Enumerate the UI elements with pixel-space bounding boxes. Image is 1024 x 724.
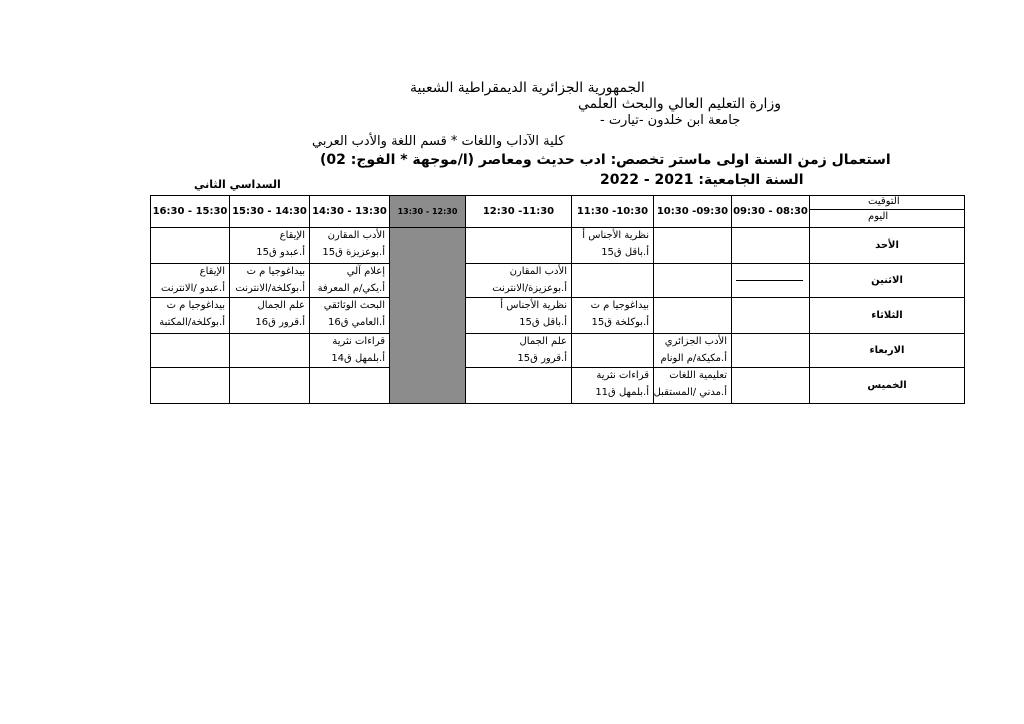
- day-label: الثلاثاء: [810, 298, 965, 334]
- course-name: علم الجمال: [519, 336, 567, 347]
- schedule-cell: [230, 298, 310, 334]
- course-detail: [230, 336, 309, 342]
- slot-header: 10:30- 11:30: [572, 196, 654, 228]
- course-detail: [230, 370, 309, 376]
- schedule-cell: [310, 264, 390, 298]
- course-name: الإيقاع: [279, 230, 305, 241]
- day-label: الأحد: [810, 228, 965, 264]
- table-row: [151, 298, 965, 334]
- course-name: الأدب المقارن: [327, 230, 385, 241]
- course-detail: [572, 336, 653, 342]
- slot-header: 14:30 - 15:30: [230, 196, 310, 228]
- table-row: [151, 228, 965, 264]
- schedule-cell: [572, 334, 654, 368]
- course-detail: أ.قرور ق16: [255, 317, 305, 328]
- schedule-title: استعمال زمن السنة اولى ماستر تخصص: ادب حديث ومعاصر (ا/موجهة * الفوج: 02): [320, 152, 891, 168]
- course-detail: أ.بوكلخة/الانترنت: [235, 283, 305, 294]
- course-detail: أ.باقل ق15: [519, 317, 567, 328]
- course-name: بيداغوجيا م ت: [166, 300, 225, 311]
- course-name: الإيقاع: [199, 266, 225, 277]
- header-ministry: وزارة التعليم العالي والبحث العلمي: [578, 96, 781, 112]
- table-row: [151, 368, 965, 404]
- day-label: الاثنين: [810, 264, 965, 298]
- schedule-cell: [466, 368, 572, 404]
- schedule-cell: [732, 368, 810, 404]
- schedule-cell: [230, 368, 310, 404]
- header-faculty: كلية الآداب واللغات * قسم اللغة والأدب العربي: [312, 134, 565, 149]
- schedule-cell: [466, 264, 572, 298]
- course-name: نظرية الأجناس أ: [500, 300, 567, 311]
- schedule-cell: [151, 228, 230, 264]
- slot-header: 08:30 - 09:30: [732, 196, 810, 228]
- table-row: [151, 334, 965, 368]
- course-detail: أ.عبدو ق15: [256, 247, 305, 258]
- course-detail: أ.باقل ق15: [601, 247, 649, 258]
- schedule-cell: [310, 298, 390, 334]
- day-label: الخميس: [810, 368, 965, 404]
- schedule-cell: [732, 264, 810, 298]
- course-detail: [654, 300, 731, 306]
- course-name: بيداغوجيا م ت: [590, 300, 649, 311]
- course-detail: [466, 370, 571, 376]
- course-detail: أ.بوكلخة/المكتبة: [159, 317, 225, 328]
- academic-year: السنة الجامعية: 2021 - 2022: [600, 172, 804, 188]
- schedule-cell: [572, 228, 654, 264]
- schedule-cell: [654, 228, 732, 264]
- course-name: قراءات نثرية: [332, 336, 385, 347]
- schedule-cell: [732, 298, 810, 334]
- slot-header: 09:30- 10:30: [654, 196, 732, 228]
- course-name: الأدب الجزائري: [664, 336, 727, 347]
- course-detail: [572, 266, 653, 272]
- course-name: نظرية الأجناس أ: [582, 230, 649, 241]
- schedule-cell: [151, 334, 230, 368]
- table-row: [151, 264, 965, 298]
- schedule-cell: [654, 264, 732, 298]
- slot-header: 11:30- 12:30: [466, 196, 572, 228]
- break-column: [390, 228, 466, 404]
- slot-header: 13:30 - 14:30: [310, 196, 390, 228]
- course-detail: [732, 336, 809, 342]
- course-detail: [151, 336, 229, 342]
- schedule-cell: [310, 368, 390, 404]
- schedule-cell: [572, 298, 654, 334]
- course-detail: [151, 230, 229, 236]
- schedule-cell: [654, 334, 732, 368]
- course-detail: [654, 230, 731, 236]
- schedule-cell: [151, 298, 230, 334]
- semester-label: السداسي الثاني: [194, 178, 281, 191]
- course-detail: [654, 266, 731, 272]
- header-republic: الجمهورية الجزائرية الديمقراطية الشعبية: [410, 80, 645, 96]
- schedule-cell: [151, 368, 230, 404]
- timetable: [150, 195, 965, 404]
- corner-divider: [810, 209, 964, 210]
- course-detail: [466, 230, 571, 236]
- header-university: جامعة ابن خلدون -تيارت -: [600, 113, 741, 128]
- schedule-cell: [654, 368, 732, 404]
- timetable-header-row: [151, 196, 965, 228]
- course-name: إعلام آلي: [346, 266, 385, 277]
- slot-header-break: 12:30 - 13:30: [390, 196, 466, 228]
- corner-cell: [810, 196, 965, 228]
- course-detail: أ.قرور ق15: [517, 353, 567, 364]
- schedule-cell: [466, 298, 572, 334]
- schedule-cell: [572, 264, 654, 298]
- course-detail: أ.يكي/م المعرفة: [317, 283, 385, 294]
- schedule-cell: [654, 298, 732, 334]
- course-name: علم الجمال: [257, 300, 305, 311]
- schedule-cell: [732, 228, 810, 264]
- course-detail: [732, 300, 809, 306]
- course-detail: أ.بلمهل ق11: [595, 387, 649, 398]
- course-name: تعليمية اللغات: [669, 370, 727, 381]
- course-detail: أ.بلمهل ق14: [331, 353, 385, 364]
- schedule-cell: [310, 334, 390, 368]
- course-detail: [151, 370, 229, 376]
- course-detail: أ.مدني /المستقبل: [653, 387, 727, 398]
- corner-day-label: اليوم: [868, 211, 889, 222]
- course-name: بيداغوجيا م ت: [246, 266, 305, 277]
- course-detail: أ.بوكلخة ق15: [591, 317, 649, 328]
- course-detail: أ.بوعزيزة/الانترنت: [492, 283, 567, 294]
- course-name: البحث الوثائقي: [323, 300, 385, 311]
- schedule-cell: [466, 334, 572, 368]
- slot-header: 15:30 - 16:30: [151, 196, 230, 228]
- schedule-cell: [151, 264, 230, 298]
- course-name: الأدب المقارن: [509, 266, 567, 277]
- schedule-cell: [230, 264, 310, 298]
- course-detail: [732, 370, 809, 376]
- schedule-cell: [572, 368, 654, 404]
- schedule-cell: [466, 228, 572, 264]
- cell-divider: [736, 280, 803, 281]
- schedule-cell: [230, 228, 310, 264]
- schedule-cell: [230, 334, 310, 368]
- schedule-cell: [732, 334, 810, 368]
- corner-time-label: التوقيت: [868, 196, 900, 207]
- course-detail: أ.مكيكة/م الونام: [660, 353, 727, 364]
- day-label: الاربعاء: [810, 334, 965, 368]
- course-detail: أ.العامي ق16: [327, 317, 385, 328]
- schedule-cell: [310, 228, 390, 264]
- course-detail: أ.بوعزيزة ق15: [322, 247, 385, 258]
- course-detail: أ.عبدو /الانترنت: [161, 283, 225, 294]
- course-detail: [310, 370, 389, 376]
- course-name: قراءات نثرية: [596, 370, 649, 381]
- course-detail: [732, 230, 809, 236]
